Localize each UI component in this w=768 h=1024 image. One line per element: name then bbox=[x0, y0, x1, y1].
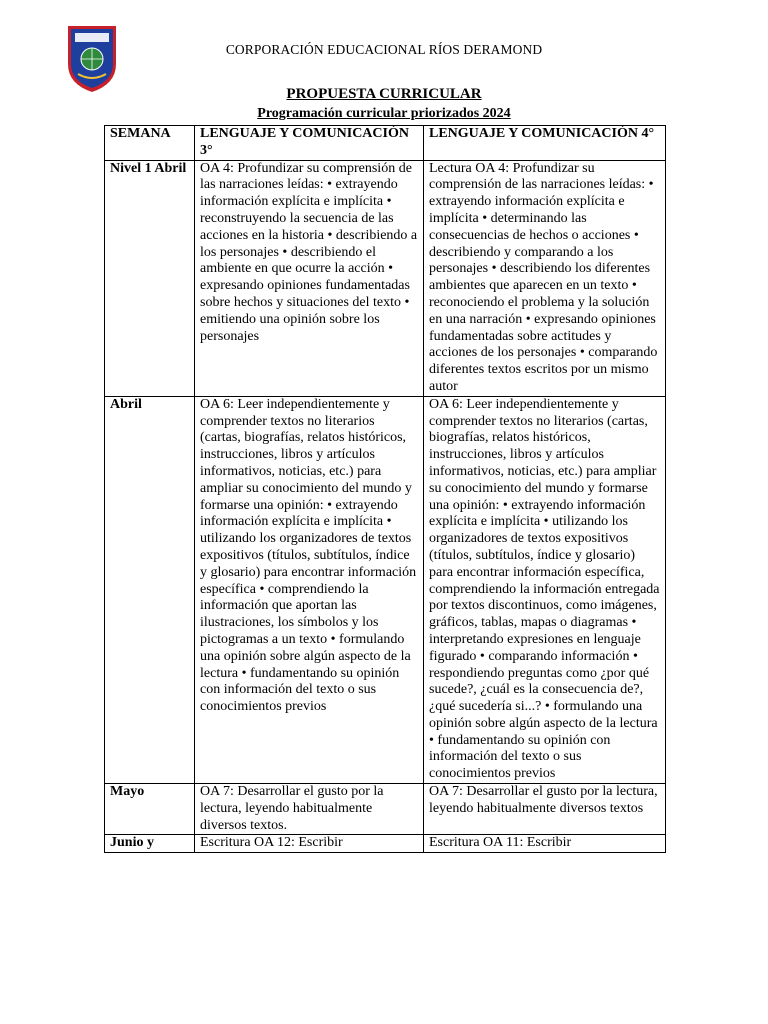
grade4-cell: OA 6: Leer independientemente y comprender textos no literarios (cartas, biografías, relatos históricos, instrucciones, libros y artículos informativos, noticias, etc.) para ampliar su conocimiento del mundo y formarse una opinión: • extrayendo información explícita e implícita • utilizando los organizadores de textos expositivos (títulos, subtítulos, índice y glosario) para encontrar información específica, comprendiendo la información entregada por textos discontinuos, como imágenes, gráficos, tablas, mapas o diagramas • interpretando expresiones en lenguaje figurado • comparando información • respondiendo preguntas como ¿por qué sucede?, ¿cuál es la consecuencia de?, ¿qué sucedería si...? • formulando una opinión sobre algún aspecto de la lectura • fundamentando su opinión con información del texto o sus conocimientos previos bbox=[424, 396, 666, 783]
document-title: PROPUESTA CURRICULAR bbox=[286, 86, 482, 102]
grade3-cell: Escritura OA 12: Escribir bbox=[195, 835, 424, 853]
table-header-row bbox=[105, 126, 666, 161]
table-row bbox=[105, 160, 666, 396]
header-semana: SEMANA bbox=[105, 126, 195, 161]
grade4-cell: OA 7: Desarrollar el gusto por la lectura, leyendo habitualmente diversos textos bbox=[424, 784, 666, 835]
header-lenguaje-3: LENGUAJE Y COMUNICACIÓN 3° bbox=[195, 126, 424, 161]
grade3-cell: OA 6: Leer independientemente y comprender textos no literarios (cartas, biografías, relatos históricos, instrucciones, libros y artículos informativos, noticias, etc.) para ampliar su conocimiento del mundo y formarse una opinión: • extrayendo información explícita e implícita • utilizando los organizadores de textos expositivos (títulos, subtítulos, índice y glosario) para encontrar información específica • comprendiendo la información que aportan las ilustraciones, los símbolos y los pictogramas a un texto • formulando una opinión sobre algún aspecto de la lectura • fundamentando su opinión con información del texto o sus conocimientos previos bbox=[195, 396, 424, 783]
curriculum-table bbox=[104, 125, 666, 853]
week-cell: Nivel 1 Abril bbox=[105, 160, 195, 396]
school-crest-svg bbox=[66, 24, 118, 94]
grade3-cell: OA 7: Desarrollar el gusto por la lectura, leyendo habitualmente diversos textos. bbox=[195, 784, 424, 835]
school-crest-icon bbox=[66, 24, 118, 94]
week-cell: Junio y bbox=[105, 835, 195, 853]
week-cell: Abril bbox=[105, 396, 195, 783]
institution-name: CORPORACIÓN EDUCACIONAL RÍOS DERAMOND bbox=[225, 42, 543, 57]
document-subtitle: Programación curricular priorizados 2024 bbox=[257, 106, 511, 121]
grade3-cell: OA 4: Profundizar su comprensión de las narraciones leídas: • extrayendo información explícita e implícita • reconstruyendo la secuencia de las acciones en la historia • describiendo a los personajes • describiendo el ambiente en que ocurre la acción • expresando opiniones fundamentadas sobre hechos y situaciones del texto • emitiendo una opinión sobre los personajes bbox=[195, 160, 424, 396]
table-row bbox=[105, 784, 666, 835]
grade4-cell: Escritura OA 11: Escribir bbox=[424, 835, 666, 853]
table-row bbox=[105, 396, 666, 783]
week-cell: Mayo bbox=[105, 784, 195, 835]
table-row bbox=[105, 835, 666, 853]
crest-banner bbox=[75, 33, 109, 42]
header-lenguaje-4: LENGUAJE Y COMUNICACIÓN 4° bbox=[424, 126, 666, 161]
grade4-cell: Lectura OA 4: Profundizar su comprensión de las narraciones leídas: • extrayendo información explícita e implícita • determinando las consecuencias de hechos o acciones • describiendo y comparando a los personajes • describiendo los diferentes ambientes que aparecen en un texto • reconociendo el problema y la solución en una narración • expresando opiniones fundamentadas sobre actitudes y acciones de los personajes • comparando diferentes textos escritos por un mismo autor bbox=[424, 160, 666, 396]
